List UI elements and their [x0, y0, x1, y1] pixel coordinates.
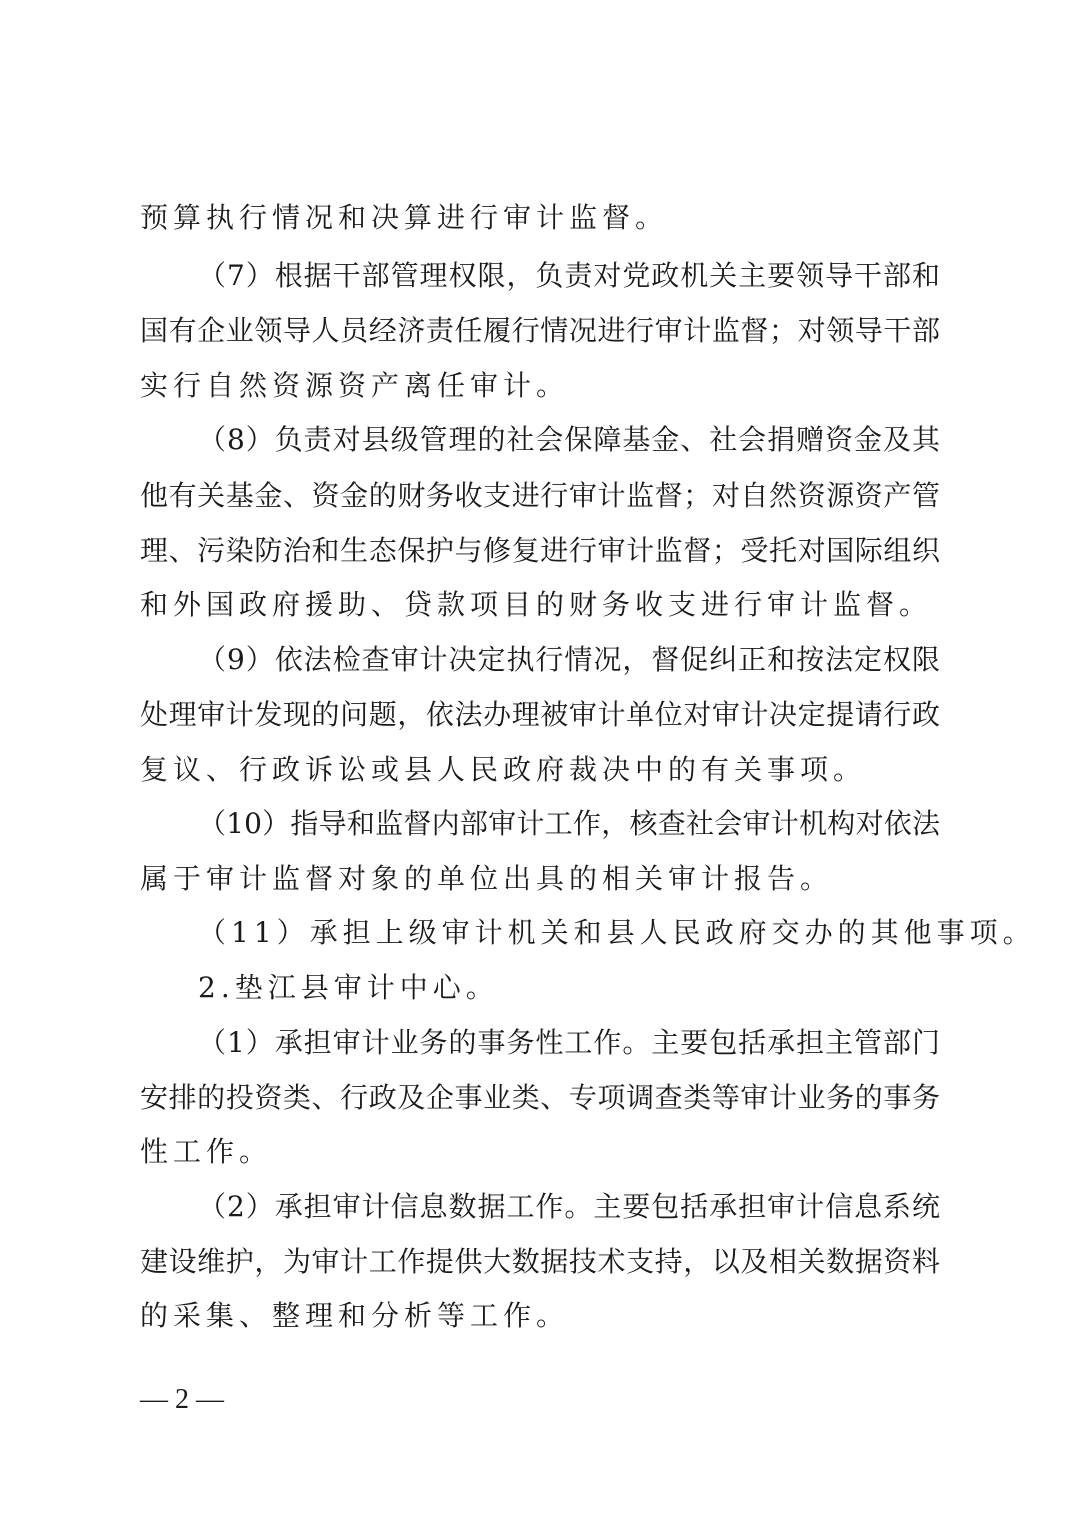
- text-line: 复议、行政诉讼或县人民政府裁决中的有关事项。: [140, 753, 867, 786]
- page-number: — 2 —: [140, 1384, 224, 1415]
- paragraph-9-line-1: （9）依法检查审计决定执行情况，督促纠正和按法定权限: [198, 643, 940, 676]
- text-line: 预算执行情况和决算进行审计监督。: [140, 201, 669, 234]
- text-line: 国有企业领导人员经济责任履行情况进行审计监督；对领导干部: [140, 314, 940, 347]
- paragraph-8-line-1: （8）负责对县级管理的社会保障基金、社会捐赠资金及其: [198, 423, 940, 456]
- text-line: 他有关基金、资金的财务收支进行审计监督；对自然资源资产管: [140, 479, 940, 512]
- paragraph-2-line-1: （2）承担审计信息数据工作。主要包括承担审计信息系统: [198, 1190, 940, 1223]
- text-line: 理、污染防治和生态保护与修复进行审计监督；受托对国际组织: [140, 534, 940, 567]
- section-heading: 2.垫江县审计中心。: [198, 971, 499, 1004]
- text-line: 建设维护，为审计工作提供大数据技术支持，以及相关数据资料: [140, 1245, 940, 1278]
- text-line: 安排的投资类、行政及企事业类、专项调查类等审计业务的事务: [140, 1081, 940, 1114]
- text-line: 性工作。: [140, 1135, 273, 1168]
- paragraph-1-line-1: （1）承担审计业务的事务性工作。主要包括承担主管部门: [198, 1026, 940, 1059]
- paragraph-11-line-1: （11）承担上级审计机关和县人民政府交办的其他事项。: [198, 916, 1036, 949]
- paragraph-7-line-1: （7）根据干部管理权限，负责对党政机关主要领导干部和: [198, 259, 940, 292]
- text-line: 实行自然资源资产离任审计。: [140, 369, 570, 402]
- text-line: 处理审计发现的问题，依法办理被审计单位对审计决定提请行政: [140, 698, 940, 731]
- text-line: 的采集、整理和分析等工作。: [140, 1299, 570, 1332]
- text-line: 属于审计监督对象的单位出具的相关审计报告。: [140, 862, 834, 895]
- paragraph-10-line-1: （10）指导和监督内部审计工作，核查社会审计机构对依法: [198, 807, 940, 840]
- text-line: 和外国政府援助、贷款项目的财务收支进行审计监督。: [140, 588, 933, 621]
